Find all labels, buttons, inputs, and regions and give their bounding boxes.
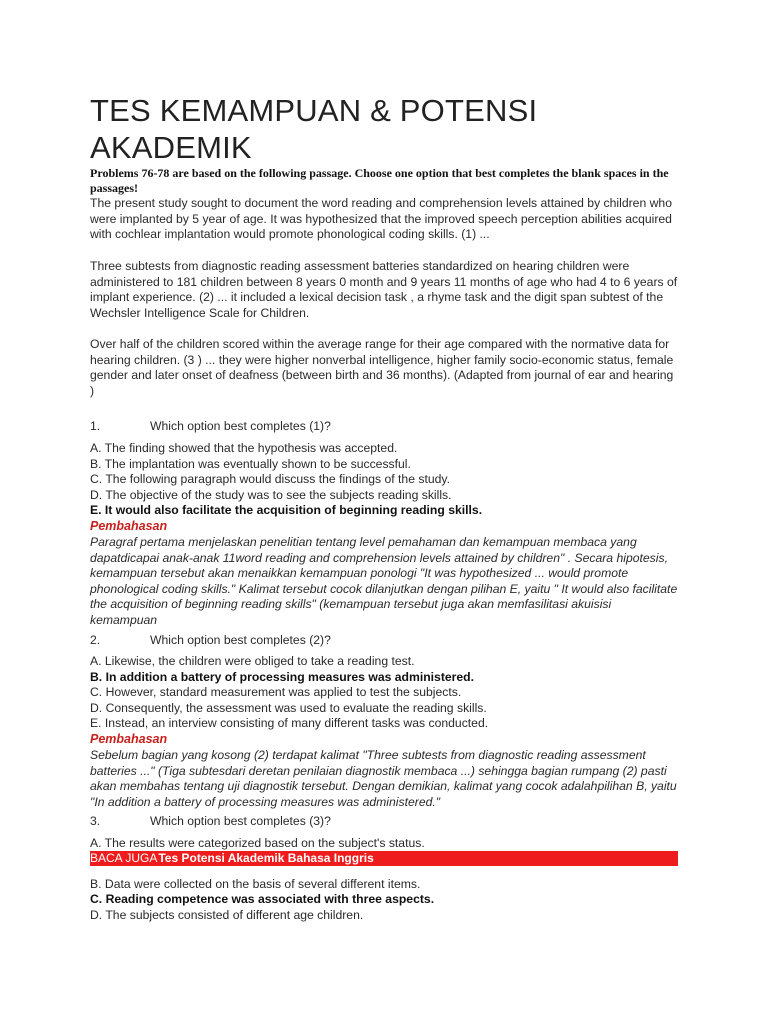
question-3 [90,814,680,830]
related-article-link[interactable]: Tes Potensi Akademik Bahasa Inggris [158,851,374,865]
passage-paragraph-3: Over half of the children scored within the average range for their age compared with the normative data for hearing children. (3 ) ... they were higher nonverbal intelligence, higher family socio-economic status, female gender and later onset of deafness (between birth and 36 months). (Adapted from journal of ear and hearing ) [90,337,674,398]
baca-juga-banner[interactable] [90,851,678,866]
question-1-option-b: B. The implantation was eventually shown to be successful. [90,457,411,471]
question-prompt: Which option best completes (3)? [150,814,331,828]
question-1 [90,419,680,435]
question-2-option-c: C. However, standard measurement was applied to test the subjects. [90,685,462,699]
pembahasan-text-2: Sebelum bagian yang kosong (2) terdapat kalimat "Three subtests from diagnostic reading assessment batteries ..." (Tiga subtesdari deretan penilaian diagnostik membaca ...) sehingga bagian rumpang (2) pasti akan membahas tentang uji diagnostik tersebut. Dengan demikian, kalimat yang cocok adalahpilihan B, yaitu "In addition a battery of processing measures was administered." [90,748,677,809]
pembahasan-text-1: Paragraf pertama menjelaskan penelitian tentang level pemahaman dan kemampuan membaca yang dapatdicapai anak-anak 11word reading and comprehension levels attained by children" . Secara hipotesis, kemampuan tersebut akan menaikkan kemampuan ponologi "It was hypothesized ... would promote phonological coding skills." Kalimat tersebut cocok dilanjutkan dengan pilihan E, yaitu " It would also facilitate the acquisition of beginning reading skills" (kemampuan tersebut juga akan memfasilitasi akuisisi kemampuan [90,535,678,627]
question-3-option-c-correct: C. Reading competence was associated with three aspects. [90,892,435,906]
question-3-option-d: D. The subjects consisted of different age children. [90,908,364,922]
question-number: 3. [90,814,101,828]
question-prompt: Which option best completes (1)? [150,419,331,433]
passage-paragraph-1: The present study sought to document the word reading and comprehension levels attained by children who were implanted by 5 year of age. It was hypothesized that the improved speech perception abilities acquired with cochlear implantation would promote phonological coding skills. (1) ... [90,196,672,242]
question-3-option-b: B. Data were collected on the basis of several different items. [90,877,421,891]
question-2-option-d: D. Consequently, the assessment was used to evaluate the reading skills. [90,701,487,715]
baca-juga-label: BACA JUGA [90,851,158,865]
question-1-option-c: C. The following paragraph would discuss the findings of the study. [90,472,450,486]
question-3-option-a: A. The results were categorized based on the subject's status. [90,836,425,850]
passage-paragraph-2: Three subtests from diagnostic reading assessment batteries standardized on hearing children were administered to 181 children between 8 years 0 month and 9 years 11 months of age who had 4 to 6 years of implant experience. (2) ... it included a lexical decision task , a rhyme task and the digit span subtest of the Wechsler Intelligence Scale for Children. [90,259,678,320]
question-1-option-a: A. The finding showed that the hypothesis was accepted. [90,441,398,455]
question-2-option-e: E. Instead, an interview consisting of many different tasks was conducted. [90,716,489,730]
page-title: TES KEMAMPUAN & POTENSI AKADEMIK [90,93,538,165]
question-1-option-e-correct: E. It would also facilitate the acquisition of beginning reading skills. [90,503,483,517]
question-number: 2. [90,633,101,647]
question-2 [90,633,680,649]
pembahasan-heading-2: Pembahasan [90,732,168,746]
question-2-option-a: A. Likewise, the children were obliged to take a reading test. [90,654,415,668]
question-1-option-d: D. The objective of the study was to see the subjects reading skills. [90,488,452,502]
pembahasan-heading-1: Pembahasan [90,519,168,533]
instruction-text: Problems 76-78 are based on the following passage. Choose one option that best completes the blank spaces in the passages! [90,166,669,195]
question-number: 1. [90,419,101,433]
question-2-option-b-correct: B. In addition a battery of processing measures was administered. [90,670,475,684]
question-prompt: Which option best completes (2)? [150,633,331,647]
